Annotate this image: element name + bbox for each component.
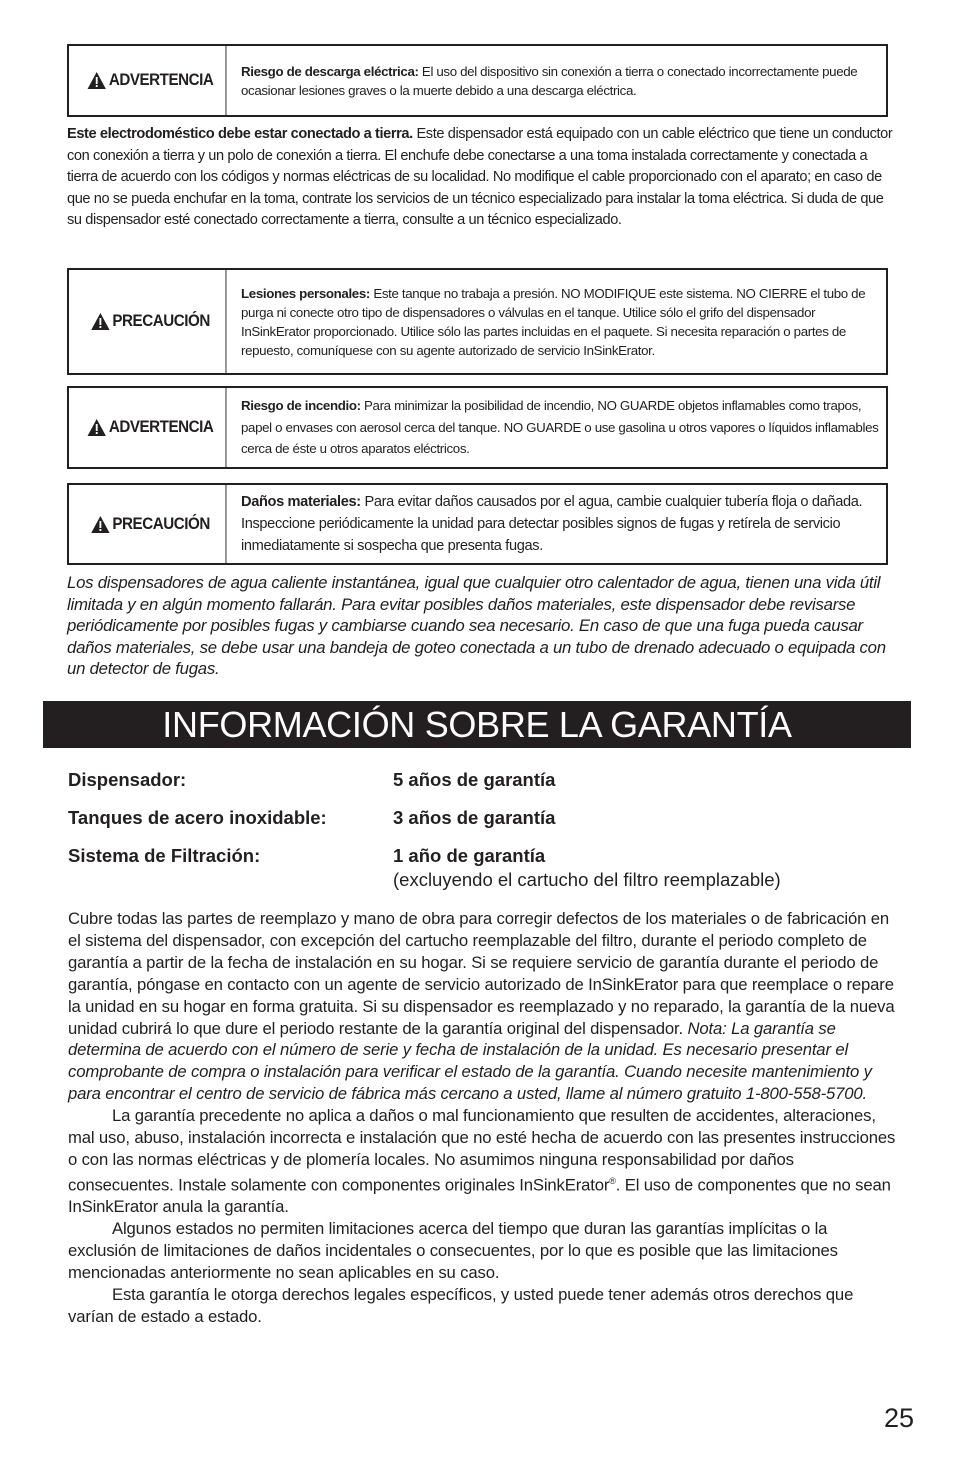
caution-title: Daños materiales: [241,494,361,510]
warning-triangle-icon [88,72,106,89]
caution-label [76,485,227,563]
caution-label [76,270,227,373]
coverage-text: Cubre todas las partes de reemplazo y mano de obra para corregir defectos de los materiales o de fabricación en el sistema del dispensador, con excepción del cartucho reemplazable del filtro, durante el periodo completo de garantía a partir de la fecha de instalación en su hogar. Si se requiere servicio de garantía durante el periodo de garantía, póngase en contacto con un agente de servicio autorizado de InSinkErator para que reemplace o repare la unidad en su hogar en forma gratuita. Si su dispensador es reemplazado y no reparado, la garantía de la nueva unidad cubrirá lo que dure el periodo restante de la garantía original del dispensador. [68,909,895,1038]
warning-triangle-icon [91,313,109,330]
caution-box-personal-injury [67,268,888,375]
registered-mark: ® [609,1175,616,1186]
warranty-term: 3 años de garantía [393,807,556,828]
warranty-paragraph-3: Algunos estados no permiten limitaciones acerca del tiempo que duran las garantías implícitas o la exclusión de limitaciones de daños incidentales o consecuentes, por lo que es posible que las limitaciones mencionadas anteriormente no sean aplicables en su caso. [68,1219,838,1283]
warranty-filter-exclusion: (excluyendo el cartucho del filtro reemplazable) [393,869,781,890]
warranty-paragraph-4: Esta garantía le otorga derechos legales específicos, y usted puede tener además otros derechos que varían de estado a estado. [68,1284,854,1326]
warranty-note-italic: Nota: La garantía se determina de acuerdo con el número de serie y fecha de instalación de la unidad. Es necesario presentar el comprobante de compra o instalación para verificar el estado de la garantía. Cuando necesite mantenimiento y para encontrar el centro de servicio de fábrica más cercano a usted, llame al número gratuito 1-800-558-5700. [68,1018,872,1104]
warning-label [76,388,227,467]
warning-triangle-icon [88,419,106,436]
warning-label-text: ADVERTENCIA [108,418,214,436]
exclusions-text-end: . El uso de componentes que no sean InSinkErator anula la garantía. [68,1175,891,1217]
exclusions-text: La garantía precedente no aplica a daños o mal funcionamiento que resulten de accidentes, alteraciones, mal uso, abuso, instalación incorrecta e instalación que no esté hecha de acuerdo con las presentes instrucciones o con las normas eléctricas y de plomería locales. No asumimos ninguna responsabilidad por daños consecuentes. Instale solamente con componentes originales InSinkErator [68,1106,896,1195]
caution-text [233,485,886,563]
caution-label-text: PRECAUCIÓN [112,312,210,330]
warranty-paragraph-1 [68,908,898,1105]
warning-text [233,46,886,115]
caution-box-property-damage [67,483,888,565]
section-title-banner [43,701,911,748]
warranty-item: Tanques de acero inoxidable: [68,807,327,828]
warning-body: Para minimizar la posibilidad de incendio, NO GUARDE objetos inflamables como trapos, papel o envases con aerosol cerca del tanque. NO GUARDE o use gasolina u otros vapores o líquidos inflamables cerca de éste u otros aparatos eléctricos. [241,398,879,457]
warning-label [76,46,227,115]
grounding-text: Este dispensador está equipado con un cable eléctrico que tiene un conductor con conexión a tierra y un polo de conexión a tierra. El enchufe debe conectarse a una toma instalada correctamente y conectada a tierra de acuerdo con los códigos y normas eléctricas de su localidad. No modifique el cable proporcionado con el aparato; en caso de que no se pueda enchufar en la toma, contrate los servicios de un técnico especializado para instalar la toma eléctrica. Si duda de que su dispensador esté conectado correctamente a tierra, consulte a un técnico especializado. [67,126,893,229]
warranty-item: Sistema de Filtración: [68,845,261,866]
caution-body: Para evitar daños causados por el agua, cambie cualquier tubería floja o dañada. Inspeccione periódicamente la unidad para detectar posibles signos de fugas y retírela de servicio inmediatamente si sospecha que presenta fugas. [241,494,863,554]
caution-body: Este tanque no trabaja a presión. NO MODIFIQUE este sistema. NO CIERRE el tubo de purga ni conecte otro tipo de dispensadores o válvulas en el tanque. Utilice sólo el grifo del dispensador InSinkErator proporcionado. Utilice sólo las partes incluidas en el paquete. Si necesita reparación o partes de repuesto, comuníquese con su agente autorizado de servicio InSinkErator. [241,285,866,358]
warning-box-electric-shock [67,44,888,117]
grounding-title: Este electrodoméstico debe estar conectado a tierra. [67,126,413,142]
warranty-item: Dispensador: [68,769,187,790]
warning-label-text: ADVERTENCIA [108,71,214,89]
page-number: 25 [884,1403,915,1433]
section-title: INFORMACIÓN SOBRE LA GARANTÍA [162,703,792,745]
warning-title: Riesgo de incendio: [241,398,361,414]
warning-title: Riesgo de descarga eléctrica: [241,63,419,79]
warning-text [233,388,886,467]
warranty-body [68,908,898,1328]
caution-title: Lesiones personales: [241,285,370,301]
warranty-term: 5 años de garantía [393,769,556,790]
grounding-paragraph [67,124,897,232]
lifespan-note: Los dispensadores de agua caliente instantánea, igual que cualquier otro calentador de agua, tienen una vida útil limitada y en algún momento fallarán. Para evitar posibles daños materiales, este dispensador debe revisarse periódicamente por posibles fugas y cambiarse cuando sea necesario. En caso de que una fuga pueda causar daños materiales, se debe usar una bandeja de goteo conectada a un tubo de drenado adecuado o equipada con un detector de fugas. [67,573,886,678]
caution-text [233,270,886,373]
caution-label-text: PRECAUCIÓN [112,514,210,533]
warning-triangle-icon [91,516,109,533]
warranty-paragraph-2 [68,1105,898,1218]
warning-body: El uso del dispositivo sin conexión a tierra o conectado incorrectamente puede ocasionar lesiones graves o la muerte debido a una descarga eléctrica. [241,63,858,98]
warning-box-fire [67,386,888,469]
warranty-term: 1 año de garantía [393,845,546,866]
